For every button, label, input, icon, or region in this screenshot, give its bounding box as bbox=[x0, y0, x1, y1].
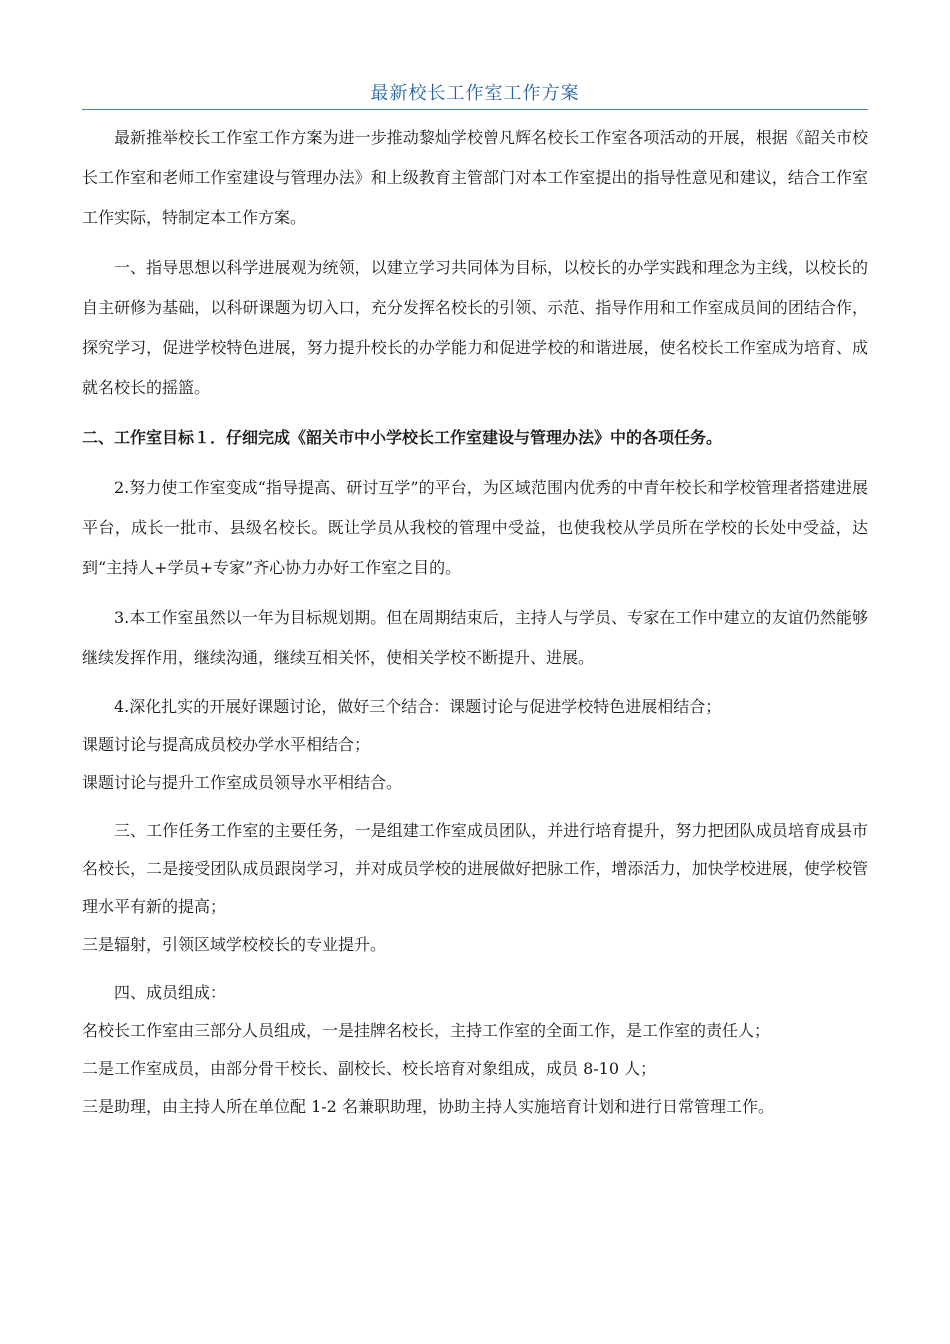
members-line-1: 名校长工作室由三部分人员组成，一是挂牌名校长，主持工作室的全面工作，是工作室的责任人； bbox=[82, 1021, 771, 1040]
goal-4-line-2: 课题讨论与提高成员校办学水平相结合； bbox=[82, 735, 371, 754]
intro-paragraph: 最新推举校长工作室工作方案为进一步推动黎灿学校曾凡辉名校长工作室各项活动的开展，根据《韶关市校长工作室和老师工作室建设与管理办法》和上级教育主管部门对本工作室提出的指导性意见和建议，结合工作室工作实际，特制定本工作方案。 bbox=[82, 128, 868, 227]
members-line-2: 二是工作室成员，由部分骨干校长、副校长、校长培育对象组成，成员 8-10 人； bbox=[82, 1059, 657, 1078]
guiding-ideology-paragraph: 一、指导思想以科学进展观为统领，以建立学习共同体为目标，以校长的办学实践和理念为主线，以校长的自主研修为基础，以科研课题为切入口，充分发挥名校长的引领、示范、指导作用和工作室成员间的团结合作，探究学习，促进学校特色进展，努力提升校长的办学能力和促进学校的和谐进展，使名校长工作室成为培育、成就名校长的摇篮。 bbox=[82, 258, 868, 397]
goal-4-paragraph: 4.深化扎实的开展好课题讨论，做好三个结合：课题讨论与促进学校特色进展相结合； bbox=[114, 697, 722, 716]
goals-heading: 二、工作室目标１．仔细完成《韶关市中小学校长工作室建设与管理办法》中的各项任务。 bbox=[82, 428, 723, 447]
document-body bbox=[82, 118, 868, 1126]
goal-2-paragraph: 2.努力使工作室变成“指导提高、研讨互学”的平台，为区域范围内优秀的中青年校长和学校管理者搭建进展平台，成长一批市、县级名校长。既让学员从我校的管理中受益，也使我校从学员所在学校的长处中受益，达到“主持人+学员+专家”齐心协力办好工作室之目的。 bbox=[82, 478, 868, 577]
members-line-3: 三是助理，由主持人所在单位配 1-2 名兼职助理，协助主持人实施培育计划和进行日常管理工作。 bbox=[82, 1097, 774, 1116]
goal-3-paragraph: 3.本工作室虽然以一年为目标规划期。但在周期结束后，主持人与学员、专家在工作中建立的友谊仍然能够继续发挥作用，继续沟通，继续互相关怀，使相关学校不断提升、进展。 bbox=[82, 608, 868, 667]
title-underline bbox=[82, 109, 868, 110]
tasks-line-2: 三是辐射，引领区域学校校长的专业提升。 bbox=[82, 935, 387, 954]
tasks-paragraph: 三、工作任务工作室的主要任务，一是组建工作室成员团队，并进行培育提升，努力把团队成员培育成县市名校长，二是接受团队成员跟岗学习，并对成员学校的进展做好把脉工作，增添活力，加快学校进展，使学校管理水平有新的提高； bbox=[82, 821, 868, 916]
members-heading: 四、成员组成： bbox=[114, 983, 227, 1002]
document-title: 最新校长工作室工作方案 bbox=[370, 83, 580, 104]
goal-4-line-3: 课题讨论与提升工作室成员领导水平相结合。 bbox=[82, 773, 403, 792]
